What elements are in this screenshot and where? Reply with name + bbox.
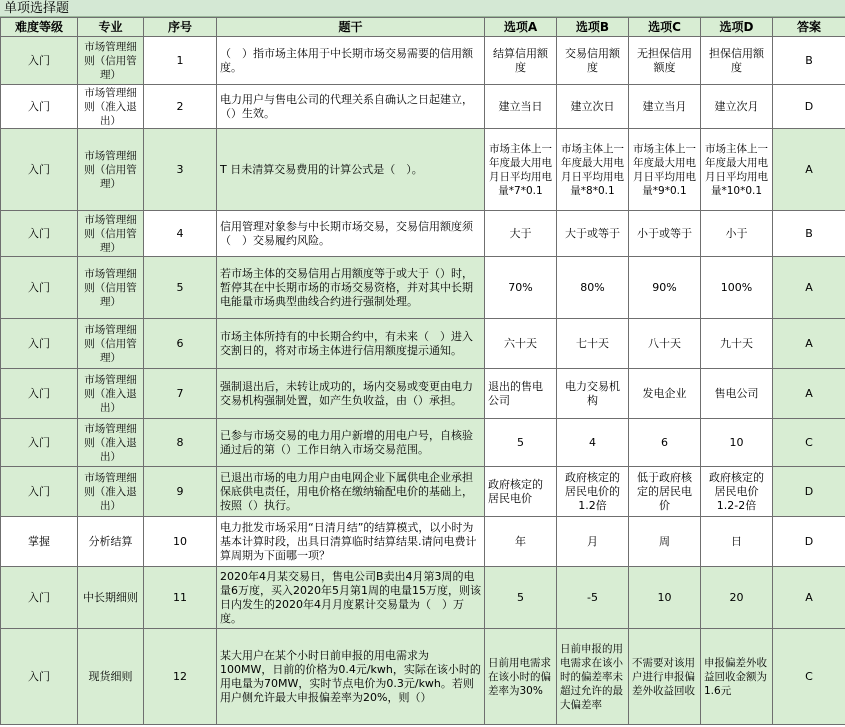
table-row	[1, 37, 845, 85]
cell-no[interactable]: 10	[144, 517, 217, 567]
table-row	[1, 211, 845, 257]
cell-option-c[interactable]: 10	[629, 567, 701, 629]
cell-stem[interactable]: 某大用户在某个小时日前申报的用电需求为100MW，日前的价格为0.4元/kwh，实际在该小时的用电量为70MW，实时节点电价为0.3元/kwh。若则用户侧允许最大申报偏差率为20%，则（）	[217, 629, 485, 725]
cell-major[interactable]: 现货细则	[78, 629, 144, 725]
cell-stem[interactable]: 已参与市场交易的电力用户新增的用电户号，自核验通过后的第（）工作日纳入市场交易范围。	[217, 419, 485, 467]
cell-option-a[interactable]: 5	[485, 419, 557, 467]
header-level[interactable]: 难度等级	[1, 18, 78, 37]
cell-option-a[interactable]: 政府核定的居民电价	[485, 467, 557, 517]
cell-stem[interactable]: 强制退出后，未转让成功的，场内交易或变更由电力交易机构强制处置，如产生负收益，由（）承担。	[217, 369, 485, 419]
cell-option-d[interactable]: 政府核定的居民电价1.2-2倍	[701, 467, 773, 517]
cell-stem[interactable]: 电力批发市场采用“日清月结”的结算模式，以小时为基本计算时段，出具日清算临时结算结果.请问电费计算周期为下面哪一项？	[217, 517, 485, 567]
cell-option-c[interactable]: 八十天	[629, 319, 701, 369]
header-major[interactable]: 专业	[78, 18, 144, 37]
cell-option-c[interactable]: 建立当月	[629, 85, 701, 129]
cell-level[interactable]: 入门	[1, 129, 78, 211]
table-row	[1, 629, 845, 725]
cell-option-c[interactable]: 周	[629, 517, 701, 567]
cell-option-c[interactable]: 市场主体上一年度最大用电月日平均用电量*9*0.1	[629, 129, 701, 211]
cell-stem[interactable]: 市场主体所持有的中长期合约中，有未来（ ）进入交割日的，将对市场主体进行信用额度提示通知。	[217, 319, 485, 369]
header-stem[interactable]: 题干	[217, 18, 485, 37]
cell-option-a[interactable]: 建立当日	[485, 85, 557, 129]
cell-no[interactable]: 5	[144, 257, 217, 319]
cell-option-a[interactable]: 日前用电需求在该小时的偏差率为30%	[485, 629, 557, 725]
cell-answer[interactable]: D	[773, 467, 845, 517]
cell-option-c[interactable]: 6	[629, 419, 701, 467]
cell-option-a[interactable]: 5	[485, 567, 557, 629]
cell-stem[interactable]: 2020年4月某交易日，售电公司B卖出4月第3周的电量6万度，买入2020年5月第1周的电量15万度，则该日内发生的2020年4月月度累计交易量为（ ）万度。	[217, 567, 485, 629]
cell-option-d[interactable]: 建立次月	[701, 85, 773, 129]
cell-major[interactable]: 市场管理细则（准入退出）	[78, 419, 144, 467]
cell-no[interactable]: 4	[144, 211, 217, 257]
cell-option-c[interactable]: 不需要对该用户进行申报偏差外收益回收	[629, 629, 701, 725]
cell-option-c[interactable]: 低于政府核定的居民电价	[629, 467, 701, 517]
cell-major[interactable]: 市场管理细则（准入退出）	[78, 467, 144, 517]
cell-option-a[interactable]: 结算信用额度	[485, 37, 557, 85]
table-row	[1, 85, 845, 129]
cell-answer[interactable]: A	[773, 319, 845, 369]
cell-option-a[interactable]: 六十天	[485, 319, 557, 369]
table-row	[1, 567, 845, 629]
cell-no[interactable]: 3	[144, 129, 217, 211]
sheet-title: 单项选择题	[0, 0, 845, 17]
cell-level[interactable]: 入门	[1, 369, 78, 419]
table-row	[1, 319, 845, 369]
cell-level[interactable]: 入门	[1, 85, 78, 129]
cell-level[interactable]: 掌握	[1, 517, 78, 567]
cell-no[interactable]: 7	[144, 369, 217, 419]
cell-major[interactable]: 中长期细则	[78, 567, 144, 629]
cell-option-d[interactable]: 10	[701, 419, 773, 467]
cell-option-b[interactable]: 4	[557, 419, 629, 467]
cell-answer[interactable]: A	[773, 257, 845, 319]
cell-major[interactable]: 市场管理细则（信用管理）	[78, 37, 144, 85]
cell-option-b[interactable]: 日前申报的用电需求在该小时的偏差率未超过允许的最大偏差率	[557, 629, 629, 725]
cell-answer[interactable]: A	[773, 567, 845, 629]
cell-option-b[interactable]: 交易信用额度	[557, 37, 629, 85]
cell-option-b[interactable]: -5	[557, 567, 629, 629]
cell-level[interactable]: 入门	[1, 567, 78, 629]
cell-no[interactable]: 6	[144, 319, 217, 369]
cell-level[interactable]: 入门	[1, 319, 78, 369]
table-row	[1, 257, 845, 319]
table-row	[1, 419, 845, 467]
cell-option-b[interactable]: 政府核定的居民电价的1.2倍	[557, 467, 629, 517]
table-row	[1, 369, 845, 419]
question-table	[0, 17, 845, 725]
cell-major[interactable]: 市场管理细则（信用管理）	[78, 211, 144, 257]
cell-option-b[interactable]: 80%	[557, 257, 629, 319]
cell-no[interactable]: 12	[144, 629, 217, 725]
cell-no[interactable]: 2	[144, 85, 217, 129]
cell-option-b[interactable]: 电力交易机构	[557, 369, 629, 419]
cell-no[interactable]: 8	[144, 419, 217, 467]
cell-option-c[interactable]: 90%	[629, 257, 701, 319]
cell-major[interactable]: 分析结算	[78, 517, 144, 567]
header-option-c[interactable]: 选项C	[629, 18, 701, 37]
cell-no[interactable]: 1	[144, 37, 217, 85]
cell-level[interactable]: 入门	[1, 467, 78, 517]
cell-answer[interactable]: B	[773, 211, 845, 257]
header-no[interactable]: 序号	[144, 18, 217, 37]
cell-level[interactable]: 入门	[1, 257, 78, 319]
cell-major[interactable]: 市场管理细则（信用管理）	[78, 319, 144, 369]
cell-major[interactable]: 市场管理细则（信用管理）	[78, 129, 144, 211]
cell-stem[interactable]: 已退出市场的电力用户由电网企业下属供电企业承担保底供电责任，用电价格在缴纳输配电价的基础上，按照（）执行。	[217, 467, 485, 517]
cell-level[interactable]: 入门	[1, 629, 78, 725]
cell-answer[interactable]: C	[773, 629, 845, 725]
cell-option-d[interactable]: 小于	[701, 211, 773, 257]
cell-option-b[interactable]: 建立次日	[557, 85, 629, 129]
cell-option-c[interactable]: 小于或等于	[629, 211, 701, 257]
cell-option-a[interactable]: 市场主体上一年度最大用电月日平均用电量*7*0.1	[485, 129, 557, 211]
cell-answer[interactable]: C	[773, 419, 845, 467]
cell-option-d[interactable]: 担保信用额度	[701, 37, 773, 85]
cell-no[interactable]: 11	[144, 567, 217, 629]
cell-option-d[interactable]: 售电公司	[701, 369, 773, 419]
cell-level[interactable]: 入门	[1, 37, 78, 85]
cell-major[interactable]: 市场管理细则（准入退出）	[78, 369, 144, 419]
header-answer[interactable]: 答案	[773, 18, 845, 37]
cell-stem[interactable]: 若市场主体的交易信用占用额度等于或大于（）时，暂停其在中长期市场的市场交易资格，并对其中长期电能量市场典型曲线合约进行强制处理。	[217, 257, 485, 319]
header-option-b[interactable]: 选项B	[557, 18, 629, 37]
cell-option-a[interactable]: 年	[485, 517, 557, 567]
cell-stem[interactable]: （ ）指市场主体用于中长期市场交易需要的信用额度。	[217, 37, 485, 85]
cell-level[interactable]: 入门	[1, 211, 78, 257]
table-row	[1, 129, 845, 211]
cell-option-b[interactable]: 月	[557, 517, 629, 567]
cell-major[interactable]: 市场管理细则（准入退出）	[78, 85, 144, 129]
table-row	[1, 467, 845, 517]
cell-option-d[interactable]: 市场主体上一年度最大用电月日平均用电量*10*0.1	[701, 129, 773, 211]
cell-option-d[interactable]: 申报偏差外收益回收金额为1.6元	[701, 629, 773, 725]
cell-option-a[interactable]: 70%	[485, 257, 557, 319]
cell-option-a[interactable]: 大于	[485, 211, 557, 257]
cell-option-d[interactable]: 100%	[701, 257, 773, 319]
cell-option-b[interactable]: 大于或等于	[557, 211, 629, 257]
cell-level[interactable]: 入门	[1, 419, 78, 467]
cell-option-c[interactable]: 发电企业	[629, 369, 701, 419]
cell-option-d[interactable]: 日	[701, 517, 773, 567]
cell-answer[interactable]: A	[773, 369, 845, 419]
cell-option-b[interactable]: 市场主体上一年度最大用电月日平均用电量*8*0.1	[557, 129, 629, 211]
cell-stem[interactable]: 信用管理对象参与中长期市场交易，交易信用额度须（ ）交易履约风险。	[217, 211, 485, 257]
header-option-d[interactable]: 选项D	[701, 18, 773, 37]
cell-stem[interactable]: T 日未清算交易费用的计算公式是（ ）。	[217, 129, 485, 211]
cell-answer[interactable]: D	[773, 517, 845, 567]
cell-answer[interactable]: A	[773, 129, 845, 211]
cell-option-d[interactable]: 20	[701, 567, 773, 629]
cell-option-c[interactable]: 无担保信用额度	[629, 37, 701, 85]
table-row	[1, 517, 845, 567]
cell-answer[interactable]: B	[773, 37, 845, 85]
cell-option-a[interactable]: 退出的售电公司	[485, 369, 557, 419]
header-row	[1, 18, 845, 37]
cell-option-d[interactable]: 九十天	[701, 319, 773, 369]
cell-no[interactable]: 9	[144, 467, 217, 517]
cell-option-b[interactable]: 七十天	[557, 319, 629, 369]
header-option-a[interactable]: 选项A	[485, 18, 557, 37]
cell-major[interactable]: 市场管理细则（信用管理）	[78, 257, 144, 319]
cell-stem[interactable]: 电力用户与售电公司的代理关系自确认之日起建立，（）生效。	[217, 85, 485, 129]
cell-answer[interactable]: D	[773, 85, 845, 129]
